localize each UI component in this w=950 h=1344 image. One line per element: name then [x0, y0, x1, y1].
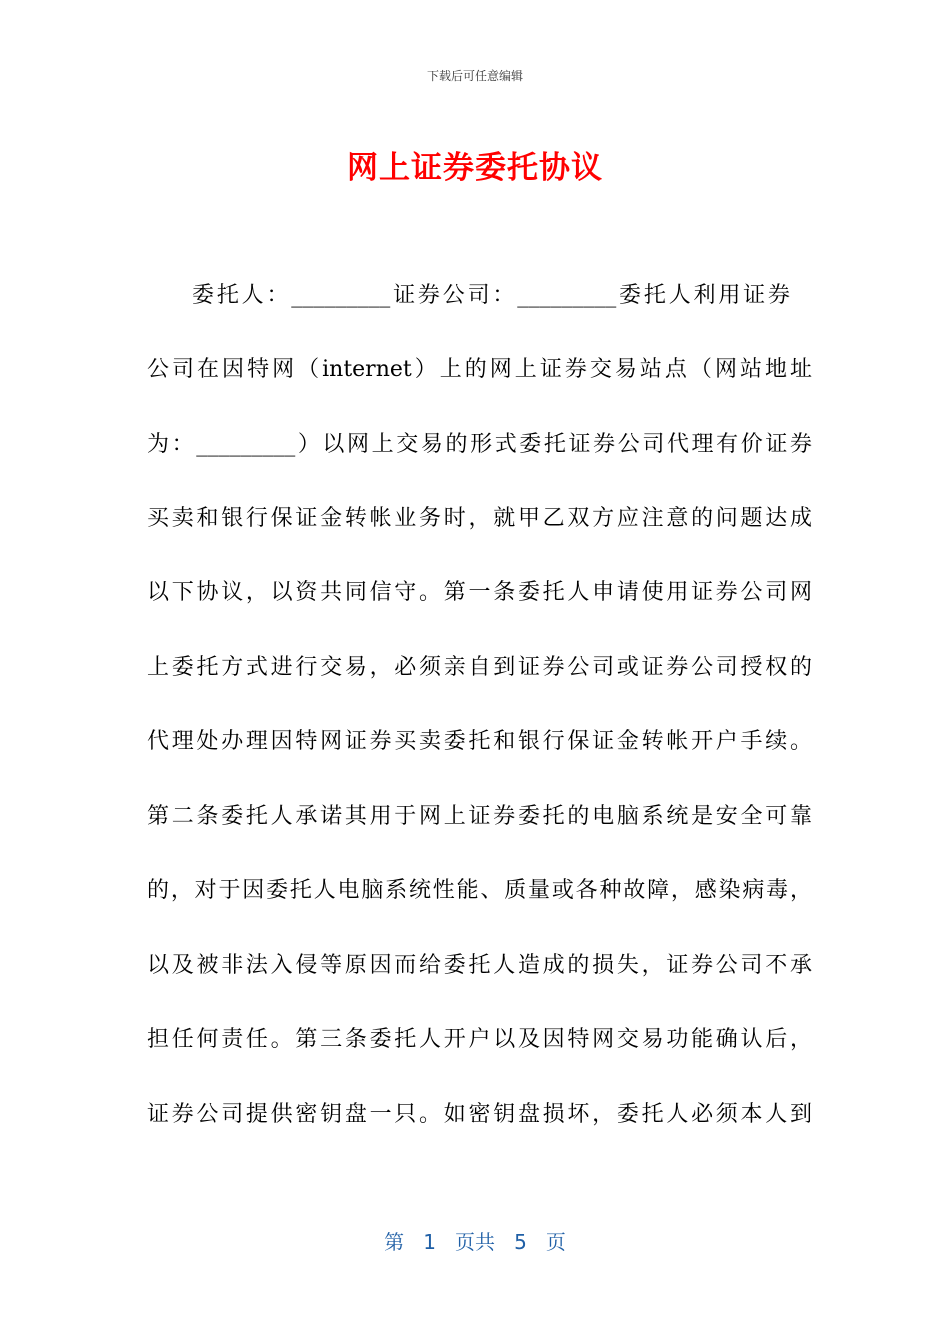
body-line: 的，对于因委托人电脑系统性能、质量或各种故障，感染病毒，	[147, 878, 812, 903]
page-suffix: 页	[545, 1230, 566, 1254]
document-title: 网上证券委托协议	[347, 150, 603, 186]
page-footer	[0, 1226, 950, 1255]
body-line: 买卖和银行保证金转帐业务时，就甲乙双方应注意的问题达成	[147, 506, 812, 531]
body-line: 以及被非法入侵等原因而给委托人造成的损失，证券公司不承	[147, 953, 812, 978]
body-line: 担任何责任。第三条委托人开户以及因特网交易功能确认后，	[147, 1027, 812, 1052]
page-middle: 页共	[455, 1230, 495, 1254]
current-page-number: 1	[423, 1230, 436, 1254]
body-line: 委托人：_________证券公司：_________委托人利用证券	[192, 283, 790, 308]
body-line: 以下协议，以资共同信守。第一条委托人申请使用证券公司网	[147, 580, 812, 605]
page-prefix: 第	[384, 1230, 405, 1254]
header-note: 下载后可任意编辑	[426, 69, 523, 83]
body-line: 上委托方式进行交易，必须亲自到证券公司或证券公司授权的	[147, 655, 812, 680]
total-pages-number: 5	[514, 1230, 527, 1254]
body-line: 证券公司提供密钥盘一只。如密钥盘损坏，委托人必须本人到	[147, 1102, 812, 1127]
body-line: 公司在因特网（internet）上的网上证券交易站点（网站地址	[147, 357, 812, 382]
body-line: 第二条委托人承诺其用于网上证券委托的电脑系统是安全可靠	[147, 804, 812, 829]
body-line: 代理处办理因特网证券买卖委托和银行保证金转帐开户手续。	[147, 729, 812, 754]
body-line: 为：_________）以网上交易的形式委托证券公司代理有价证券	[147, 432, 812, 457]
